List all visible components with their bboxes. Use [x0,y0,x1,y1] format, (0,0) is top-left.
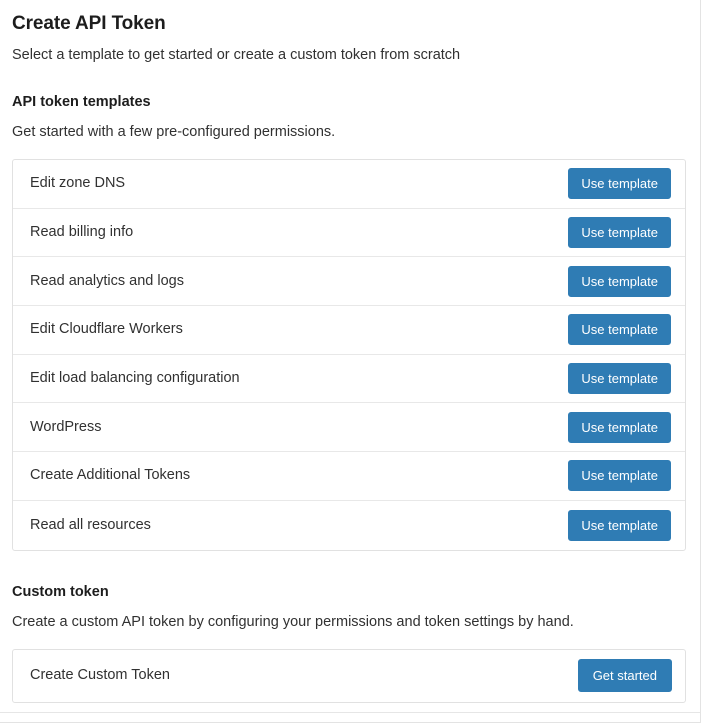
table-row [13,403,685,452]
template-name: Read all resources [30,516,151,533]
get-started-button[interactable]: Get started [578,659,672,692]
template-name: Edit load balancing configuration [30,370,240,387]
template-name: WordPress [30,418,102,435]
templates-section-description: Get started with a few pre-configured permissions. [12,124,336,140]
use-template-button[interactable]: Use template [568,412,671,443]
page-bottom-divider [0,712,700,722]
use-template-button[interactable]: Use template [568,314,671,345]
table-row [13,452,685,501]
custom-token-label: Create Custom Token [30,667,170,683]
use-template-button[interactable]: Use template [568,168,671,199]
use-template-button[interactable]: Use template [568,460,671,491]
section-spacer [12,551,686,583]
template-list [12,159,686,551]
template-name: Create Additional Tokens [30,467,191,484]
table-row [13,160,685,209]
template-name: Read billing info [30,224,134,241]
template-name: Read analytics and logs [30,272,184,289]
templates-section-heading: API token templates [12,94,151,110]
custom-token-row [13,650,685,702]
table-row [13,209,685,258]
page-title: Create API Token [12,13,166,34]
use-template-button[interactable]: Use template [568,266,671,297]
table-row [13,355,685,404]
custom-token-card [12,649,686,703]
use-template-button[interactable]: Use template [568,510,671,541]
page-subtitle: Select a template to get started or create a custom token from scratch [12,47,461,63]
use-template-button[interactable]: Use template [568,217,671,248]
table-row [13,257,685,306]
template-name: Edit zone DNS [30,175,126,192]
custom-section-description: Create a custom API token by configuring your permissions and token settings by hand. [12,613,574,630]
custom-section-heading: Custom token [12,583,109,600]
table-row [13,306,685,355]
use-template-button[interactable]: Use template [568,363,671,394]
table-row [13,501,685,550]
template-name: Edit Cloudflare Workers [30,321,183,338]
